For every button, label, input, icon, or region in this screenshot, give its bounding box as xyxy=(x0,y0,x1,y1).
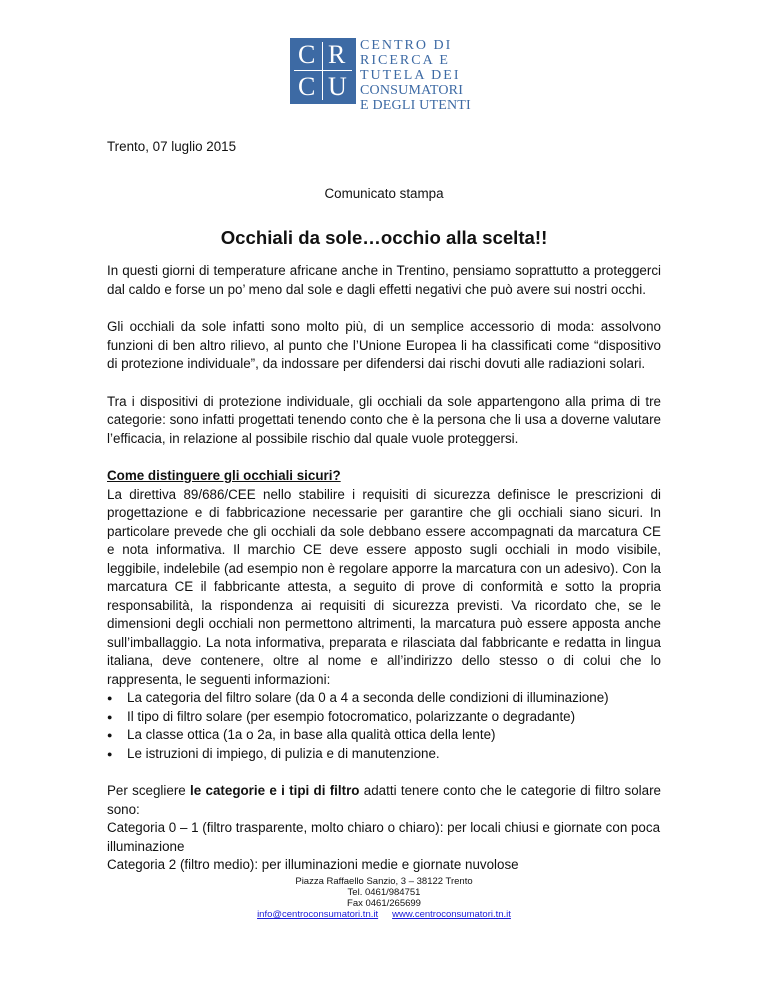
category-2: Categoria 2 (filtro medio): per illuminazioni medie e giornate nuvolose xyxy=(107,857,519,872)
footer-phone: Tel. 0461/984751 xyxy=(347,887,421,898)
release-title: Occhiali da sole…occhio alla scelta!! xyxy=(220,227,548,248)
categories-intro-end: adatti tenere conto che le categorie di filtro solare sono: xyxy=(107,783,661,817)
list-item: ● Il tipo di filtro solare (per esempio fotocromatico, polarizzante o degradante) xyxy=(107,708,661,727)
logo-letter-r: R xyxy=(328,40,346,69)
press-label: Comunicato stampa xyxy=(324,185,444,201)
logo-line: TUTELA DEI xyxy=(360,68,461,83)
logo-mark xyxy=(290,38,356,104)
logo-line: RICERCA E xyxy=(360,53,450,68)
logo-divider-horizontal xyxy=(294,70,352,71)
category-0-1: Categoria 0 – 1 (filtro trasparente, molto chiaro o chiaro): per locali chiusi e giornate con poca illuminazione xyxy=(107,820,661,854)
categories-intro-bold: le categorie e i tipi di filtro xyxy=(190,783,360,798)
section-heading: Come distinguere gli occhiali sicuri? xyxy=(107,468,341,483)
intro-paragraph: In questi giorni di temperature africane anche in Trentino, pensiamo soprattutto a proteggerci dal caldo e forse un po’ meno dal sole e dagli effetti negativi che può avere sui nostri occhi. xyxy=(107,263,661,297)
info-bullet-list xyxy=(107,689,661,763)
footer-address: Piazza Raffaello Sanzio, 3 – 38122 Trento xyxy=(295,876,473,887)
logo-line: CONSUMATORI xyxy=(360,83,464,98)
section-body: La direttiva 89/686/CEE nello stabilire i requisiti di sicurezza definisce le prescrizioni di progettazione e di fabbricazione necessarie per garantire che gli occhiali siano sicuri. In particolare prevede che gli occhiali da sole debbano essere accompagnati da marcatura CE e nota informativa. Il marchio CE deve essere apposto sugli occhiali in modo visibile, leggibile, indelebile (ad esempio non è regolare apporre la marcatura con un adesivo). Con la marcatura CE il fabbricante attesta, a seguito di prove di conformità e sotto la propria responsabilità, la rispondenza ai requisiti di sicurezza previsti. Va ricordato che, se le dimensioni degli occhiali non permettono altrimenti, la marcatura può essere apposta anche sull’imballaggio. La nota informativa, preparata e rilasciata dal fabbricante e redatta in lingua italiana, deve contenere, oltre al nome e all’indirizzo dello stesso o di colui che lo rappresenta, le seguenti informazioni: xyxy=(107,486,661,687)
categories-intro-start: Per scegliere xyxy=(107,783,191,798)
logo-letter-c2: C xyxy=(298,72,316,101)
logo-line: E DEGLI UTENTI xyxy=(360,98,471,113)
paragraph-accessory: Gli occhiali da sole infatti sono molto più, di un semplice accessorio di moda: assolvono funzioni di ben altro rilievo, al punto che l’Unione Europea li ha classificati come “dispositivo di protezione individuale”, da indossare per difendersi dai rischi dovuti alle radiazioni solari. xyxy=(107,319,661,371)
list-item: ● La categoria del filtro solare (da 0 a 4 a seconda delle condizioni di illuminazione) xyxy=(107,689,661,708)
website-link[interactable]: www.centroconsumatori.tn.it xyxy=(392,909,511,920)
release-date: Trento, 07 luglio 2015 xyxy=(107,139,237,154)
list-item: ● La classe ottica (1a o 2a, in base alla qualità ottica della lente) xyxy=(107,726,661,745)
logo-letter-u: U xyxy=(328,72,347,101)
logo-wordmark xyxy=(360,38,480,113)
paragraph-category: Tra i dispositivi di protezione individuale, gli occhiali da sole appartengono alla prima di tre categorie: sono infatti progettati tenendo conto che è la persona che li usa a doverne valutare l’efficacia, in relazione al possibile rischio dal quale vuole proteggersi. xyxy=(107,393,661,446)
list-item: ● Le istruzioni di impiego, di pulizia e di manutenzione. xyxy=(107,745,661,764)
categories-intro xyxy=(107,782,661,819)
press-release-body xyxy=(107,138,661,875)
page-footer xyxy=(0,876,768,920)
logo-line: CENTRO DI xyxy=(360,38,453,53)
logo-letter-c1: C xyxy=(298,40,316,69)
footer-fax: Fax 0461/265699 xyxy=(347,898,421,909)
footer-links xyxy=(0,909,768,920)
email-link[interactable]: info@centroconsumatori.tn.it xyxy=(257,909,379,920)
logo-divider-vertical xyxy=(322,42,323,100)
crcu-logo xyxy=(290,38,480,113)
